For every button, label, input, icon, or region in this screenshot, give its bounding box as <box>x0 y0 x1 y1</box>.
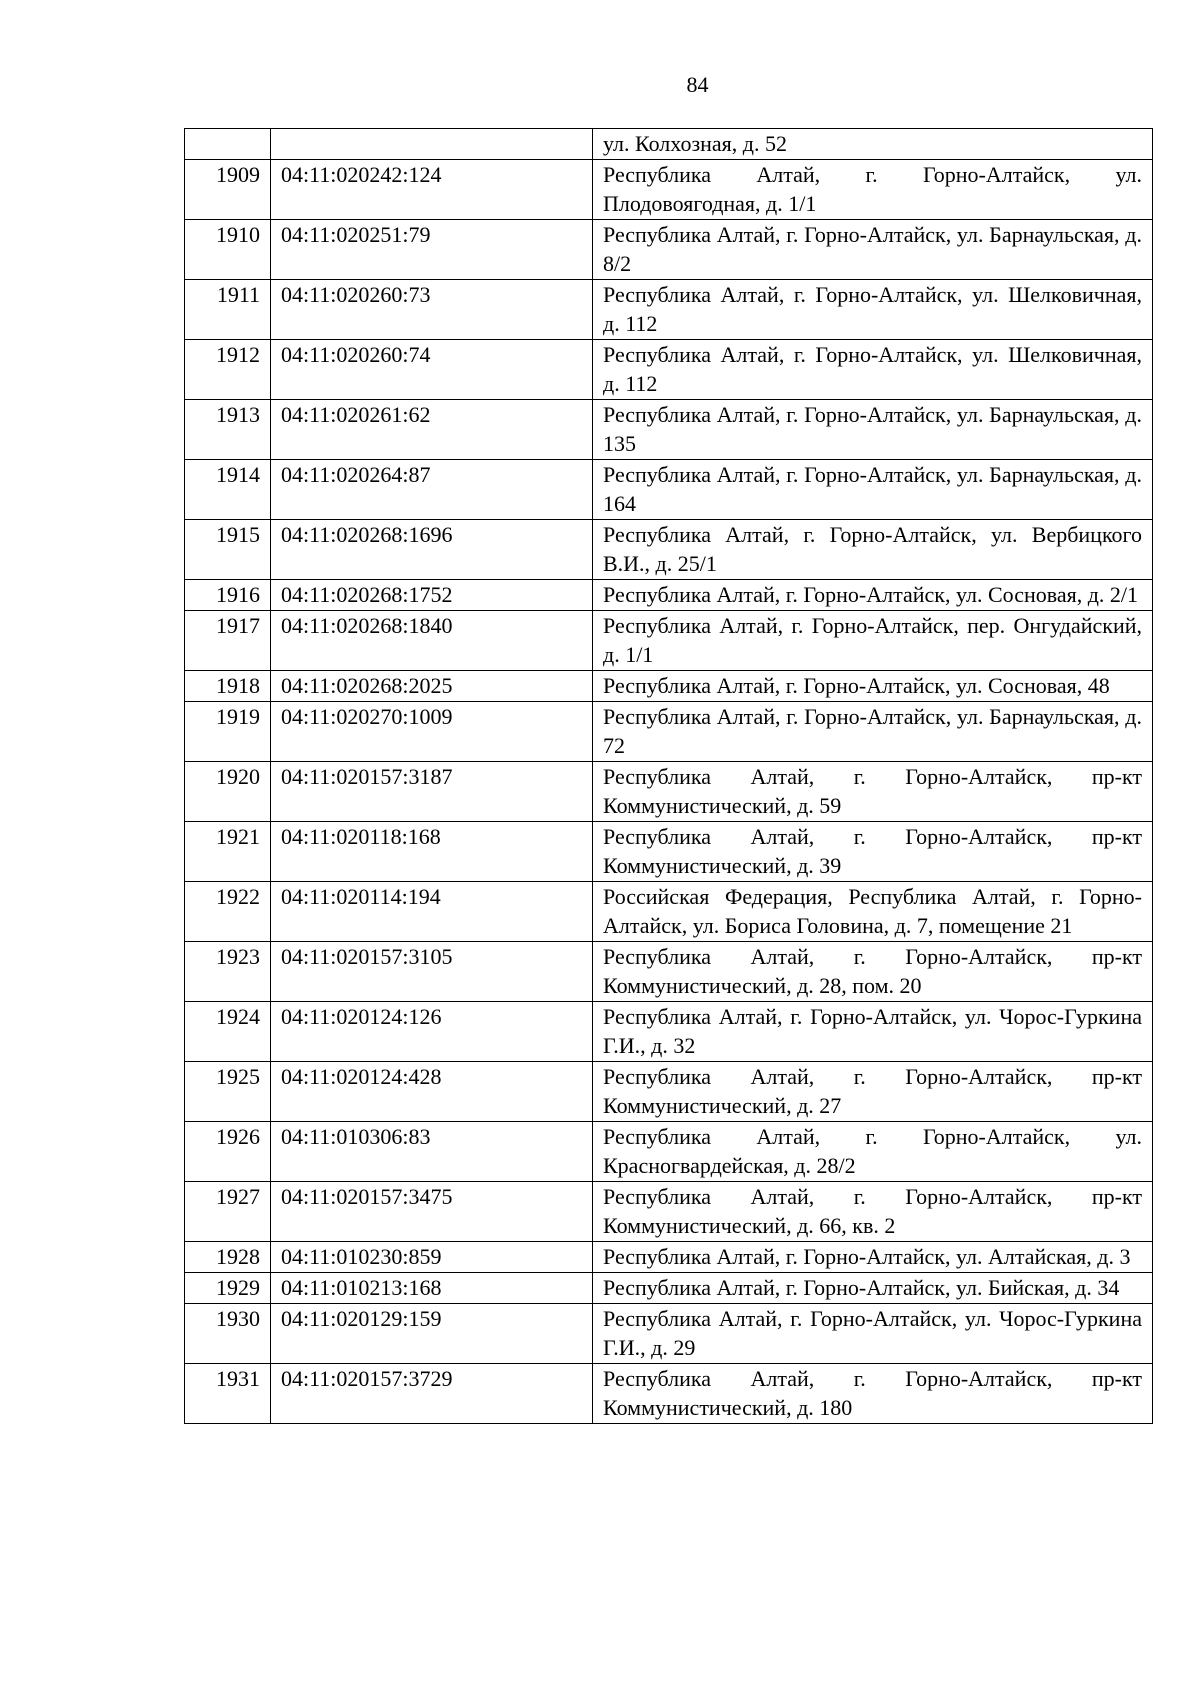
cadastral-number-cell: 04:11:020129:159 <box>271 1304 593 1364</box>
row-number-cell: 1929 <box>185 1273 271 1304</box>
address-cell: Республика Алтай, г. Горно-Алтайск, ул. Плодовоягодная, д. 1/1 <box>593 160 1153 220</box>
address-cell: Республика Алтай, г. Горно-Алтайск, ул. Алтайская, д. 3 <box>593 1242 1153 1273</box>
cadastral-number-cell: 04:11:010230:859 <box>271 1242 593 1273</box>
cadastral-number-cell: 04:11:020270:1009 <box>271 702 593 762</box>
cadastral-number-cell: 04:11:010213:168 <box>271 1273 593 1304</box>
table-row <box>185 942 1153 1002</box>
row-number-cell: 1912 <box>185 340 271 400</box>
cadastral-number-cell: 04:11:020251:79 <box>271 220 593 280</box>
cadastral-number-cell: 04:11:020268:1696 <box>271 520 593 580</box>
cadastral-number-cell: 04:11:020268:2025 <box>271 671 593 702</box>
address-cell: Республика Алтай, г. Горно-Алтайск, пр-кт Коммунистический, д. 180 <box>593 1364 1153 1424</box>
table-row <box>185 1242 1153 1273</box>
cadastral-number-cell: 04:11:020242:124 <box>271 160 593 220</box>
row-number-cell: 1914 <box>185 460 271 520</box>
table-row <box>185 762 1153 822</box>
cadastral-number-cell: 04:11:020264:87 <box>271 460 593 520</box>
row-number-cell: 1920 <box>185 762 271 822</box>
row-number-cell: 1910 <box>185 220 271 280</box>
cadastral-number-cell: 04:11:020124:428 <box>271 1062 593 1122</box>
row-number-cell: 1931 <box>185 1364 271 1424</box>
table-row <box>185 129 1153 160</box>
table-row <box>185 1304 1153 1364</box>
address-cell: Республика Алтай, г. Горно-Алтайск, ул. Бийская, д. 34 <box>593 1273 1153 1304</box>
address-cell: Республика Алтай, г. Горно-Алтайск, ул. Сосновая, д. 2/1 <box>593 580 1153 611</box>
address-cell: Республика Алтай, г. Горно-Алтайск, пер. Онгудайский, д. 1/1 <box>593 611 1153 671</box>
address-cell: Республика Алтай, г. Горно-Алтайск, пр-кт Коммунистический, д. 66, кв. 2 <box>593 1182 1153 1242</box>
address-cell: Республика Алтай, г. Горно-Алтайск, ул. Вербицкого В.И., д. 25/1 <box>593 520 1153 580</box>
page-number: 84 <box>686 72 709 97</box>
table-row <box>185 580 1153 611</box>
address-cell: Российская Федерация, Республика Алтай, г. Горно-Алтайск, ул. Бориса Головина, д. 7, помещение 21 <box>593 882 1153 942</box>
address-cell: Республика Алтай, г. Горно-Алтайск, ул. Барнаульская, д. 8/2 <box>593 220 1153 280</box>
row-number-cell: 1911 <box>185 280 271 340</box>
table-row <box>185 1122 1153 1182</box>
table-row <box>185 520 1153 580</box>
cadastral-number-cell: 04:11:020157:3475 <box>271 1182 593 1242</box>
row-number-cell: 1909 <box>185 160 271 220</box>
address-cell: Республика Алтай, г. Горно-Алтайск, ул. Чорос-Гуркина Г.И., д. 29 <box>593 1304 1153 1364</box>
address-cell: Республика Алтай, г. Горно-Алтайск, ул. Барнаульская, д. 135 <box>593 400 1153 460</box>
address-cell: Республика Алтай, г. Горно-Алтайск, ул. Шелковичная, д. 112 <box>593 280 1153 340</box>
table-row <box>185 671 1153 702</box>
table-row <box>185 1002 1153 1062</box>
cadastral-number-cell: 04:11:020157:3729 <box>271 1364 593 1424</box>
cadastral-number-cell: 04:11:020118:168 <box>271 822 593 882</box>
row-number-cell: 1918 <box>185 671 271 702</box>
row-number-cell: 1921 <box>185 822 271 882</box>
cadastral-number-cell: 04:11:020114:194 <box>271 882 593 942</box>
table-row <box>185 1062 1153 1122</box>
row-number-cell <box>185 129 271 160</box>
table-row <box>185 611 1153 671</box>
row-number-cell: 1926 <box>185 1122 271 1182</box>
row-number-cell: 1927 <box>185 1182 271 1242</box>
cadastral-number-cell: 04:11:020157:3187 <box>271 762 593 822</box>
row-number-cell: 1924 <box>185 1002 271 1062</box>
registry-table-body <box>185 129 1153 1424</box>
table-row <box>185 280 1153 340</box>
row-number-cell: 1913 <box>185 400 271 460</box>
cadastral-number-cell: 04:11:020261:62 <box>271 400 593 460</box>
table-row <box>185 400 1153 460</box>
row-number-cell: 1917 <box>185 611 271 671</box>
address-cell: Республика Алтай, г. Горно-Алтайск, ул. Чорос-Гуркина Г.И., д. 32 <box>593 1002 1153 1062</box>
table-row <box>185 822 1153 882</box>
property-registry-table <box>184 128 1153 1424</box>
table-row <box>185 882 1153 942</box>
row-number-cell: 1915 <box>185 520 271 580</box>
table-row <box>185 1182 1153 1242</box>
table-row <box>185 340 1153 400</box>
row-number-cell: 1928 <box>185 1242 271 1273</box>
row-number-cell: 1923 <box>185 942 271 1002</box>
table-row <box>185 220 1153 280</box>
row-number-cell: 1916 <box>185 580 271 611</box>
row-number-cell: 1922 <box>185 882 271 942</box>
row-number-cell: 1930 <box>185 1304 271 1364</box>
cadastral-number-cell: 04:11:020157:3105 <box>271 942 593 1002</box>
address-cell: Республика Алтай, г. Горно-Алтайск, пр-кт Коммунистический, д. 39 <box>593 822 1153 882</box>
row-number-cell: 1919 <box>185 702 271 762</box>
cadastral-number-cell: 04:11:020124:126 <box>271 1002 593 1062</box>
address-cell: ул. Колхозная, д. 52 <box>593 129 1153 160</box>
address-cell: Республика Алтай, г. Горно-Алтайск, ул. Шелковичная, д. 112 <box>593 340 1153 400</box>
cadastral-number-cell <box>271 129 593 160</box>
cadastral-number-cell: 04:11:010306:83 <box>271 1122 593 1182</box>
address-cell: Республика Алтай, г. Горно-Алтайск, ул. Барнаульская, д. 72 <box>593 702 1153 762</box>
table-row <box>185 460 1153 520</box>
cadastral-number-cell: 04:11:020268:1752 <box>271 580 593 611</box>
address-cell: Республика Алтай, г. Горно-Алтайск, пр-кт Коммунистический, д. 27 <box>593 1062 1153 1122</box>
address-cell: Республика Алтай, г. Горно-Алтайск, ул. Красногвардейская, д. 28/2 <box>593 1122 1153 1182</box>
cadastral-number-cell: 04:11:020260:73 <box>271 280 593 340</box>
table-row <box>185 160 1153 220</box>
address-cell: Республика Алтай, г. Горно-Алтайск, ул. Барнаульская, д. 164 <box>593 460 1153 520</box>
row-number-cell: 1925 <box>185 1062 271 1122</box>
address-cell: Республика Алтай, г. Горно-Алтайск, пр-кт Коммунистический, д. 59 <box>593 762 1153 822</box>
table-row <box>185 702 1153 762</box>
address-cell: Республика Алтай, г. Горно-Алтайск, пр-кт Коммунистический, д. 28, пом. 20 <box>593 942 1153 1002</box>
table-row <box>185 1273 1153 1304</box>
cadastral-number-cell: 04:11:020260:74 <box>271 340 593 400</box>
cadastral-number-cell: 04:11:020268:1840 <box>271 611 593 671</box>
address-cell: Республика Алтай, г. Горно-Алтайск, ул. Сосновая, 48 <box>593 671 1153 702</box>
table-row <box>185 1364 1153 1424</box>
